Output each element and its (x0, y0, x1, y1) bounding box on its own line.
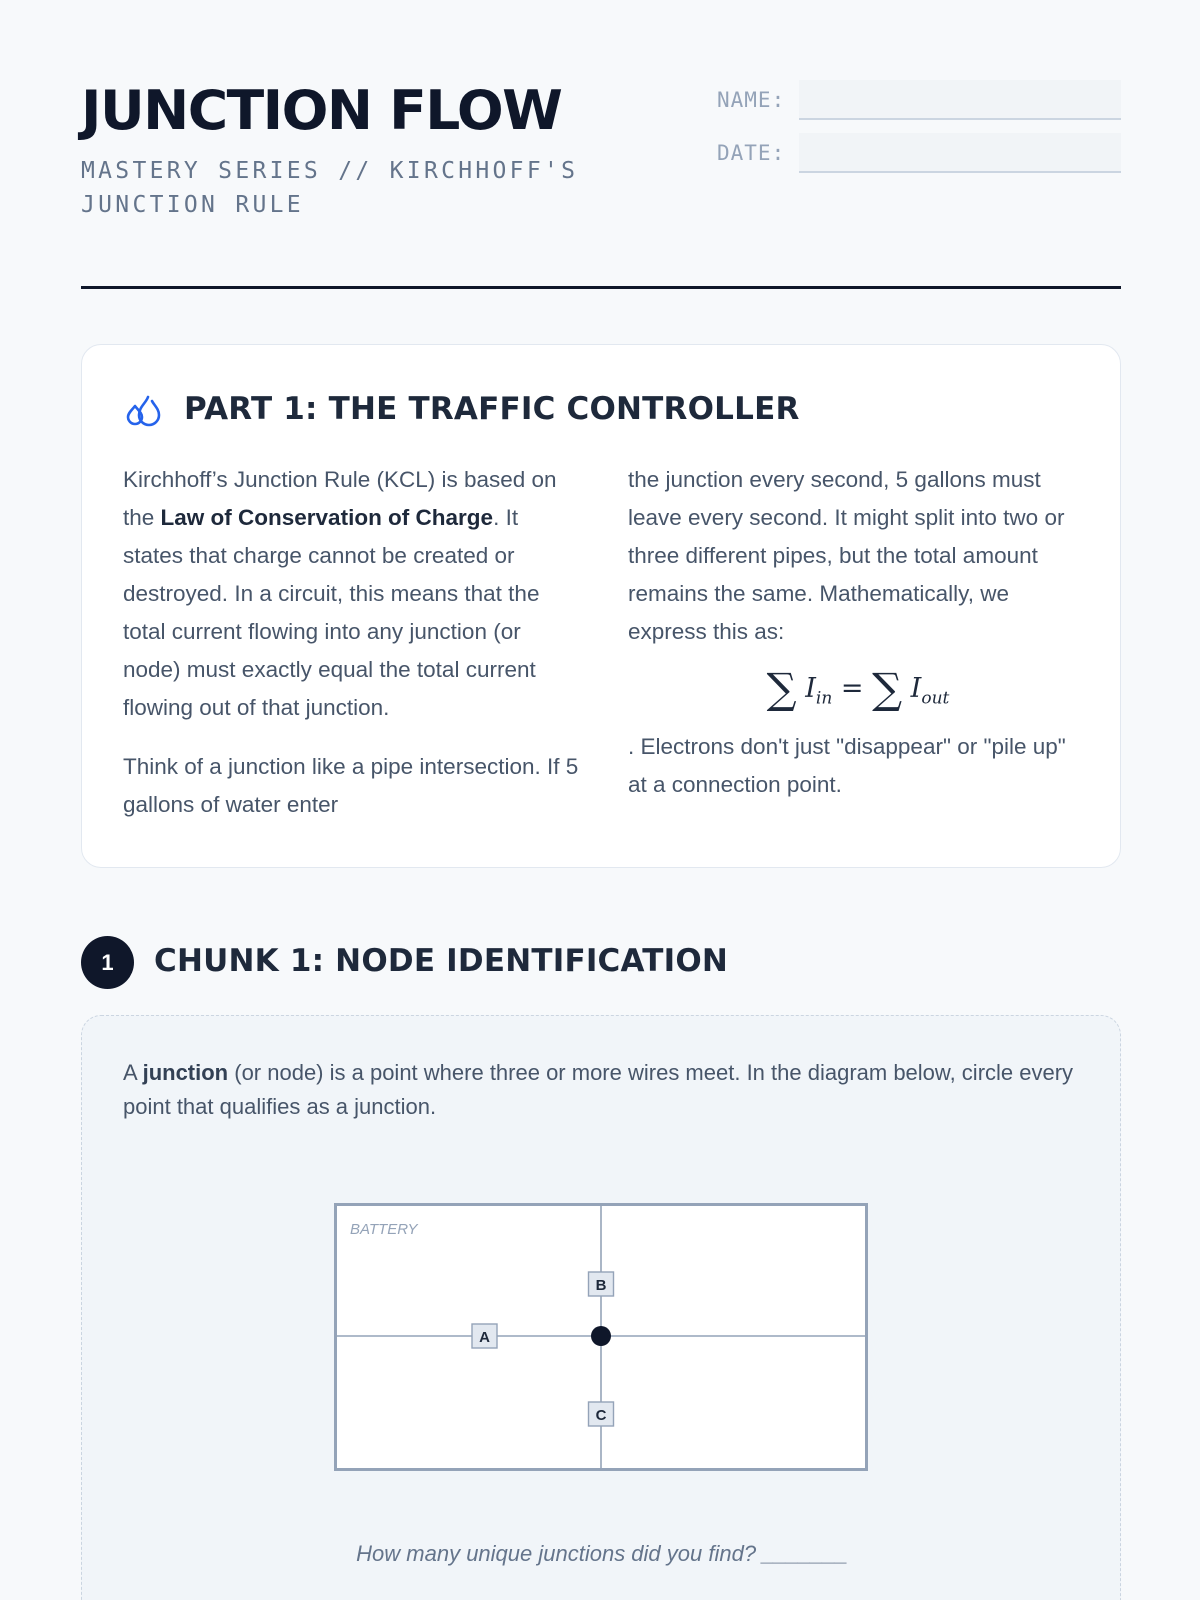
subscript-out: out (921, 688, 950, 709)
kcl-bold-term: Law of Conservation of Charge (160, 505, 494, 530)
label-c-text: C (595, 1407, 607, 1424)
subscript-in: in (815, 688, 833, 709)
paragraph-pipe-analogy-continued: the junction every second, 5 gallons must leave every second. It might split into two or three different pipes, but the total amount remains the same. Mathematically, we express this as: (628, 467, 1065, 644)
date-field-row (717, 133, 1121, 173)
instructions-start: A (123, 1060, 143, 1085)
name-label: NAME: (717, 88, 786, 112)
kcl-text-end: . It states that charge cannot be created or destroyed. In a circuit, this means that the total current flowing into any junction (or node) must exactly equal the total current flowing out of that junction. (123, 505, 540, 720)
junction-instructions (123, 1056, 1083, 1124)
label-a-text: A (479, 1329, 490, 1346)
page-title: JUNCTION FLOW (81, 79, 562, 142)
label-b[interactable] (589, 1272, 614, 1296)
paragraph-kcl (123, 461, 583, 727)
name-input[interactable] (799, 80, 1121, 120)
kcl-text-start: Kirchhoff’s Junction Rule (KCL) is based on the (123, 467, 557, 530)
part1-column-left (123, 461, 583, 824)
part1-title: PART 1: THE TRAFFIC CONTROLLER (184, 391, 800, 427)
chunk1-title: CHUNK 1: NODE IDENTIFICATION (154, 943, 729, 979)
junction-term: junction (142, 1060, 229, 1085)
junction-node (591, 1326, 611, 1346)
part1-column-right (628, 461, 1088, 804)
part1-card (81, 344, 1121, 868)
water-drops-icon (124, 393, 162, 431)
sigma-symbol: ∑ (766, 664, 797, 713)
label-c[interactable] (589, 1402, 614, 1426)
date-label: DATE: (717, 141, 786, 165)
paragraph-pipe-analogy: Think of a junction like a pipe intersection. If 5 gallons of water enter (123, 754, 579, 817)
sigma-symbol: ∑ (872, 664, 903, 713)
paragraph-electrons: . Electrons don't just "disappear" or "pile up" at a connection point. (628, 734, 1066, 797)
worksheet-header (81, 78, 1121, 290)
current-symbol-out: I (910, 673, 922, 704)
equals-sign: = (840, 673, 864, 704)
instructions-end: (or node) is a point where three or more wires meet. In the diagram below, circle every point that qualifies as a junction. (123, 1060, 1074, 1119)
kcl-equation (628, 664, 1088, 714)
battery-label: BATTERY (350, 1221, 418, 1238)
label-a[interactable] (472, 1324, 497, 1348)
label-b-text: B (595, 1277, 607, 1294)
chunk1-activity-box (81, 1015, 1121, 1600)
circuit-diagram[interactable] (334, 1203, 868, 1471)
page-subtitle: MASTERY SERIES // KIRCHHOFF'S JUNCTION RULE (81, 158, 579, 218)
name-field-row (717, 80, 1121, 120)
header-divider (81, 286, 1121, 289)
chunk-number-badge: 1 (81, 936, 134, 989)
junction-count-question[interactable]: How many unique junctions did you find? _______ (356, 1541, 848, 1566)
date-input[interactable] (799, 133, 1121, 173)
current-symbol-in: I (805, 673, 816, 704)
